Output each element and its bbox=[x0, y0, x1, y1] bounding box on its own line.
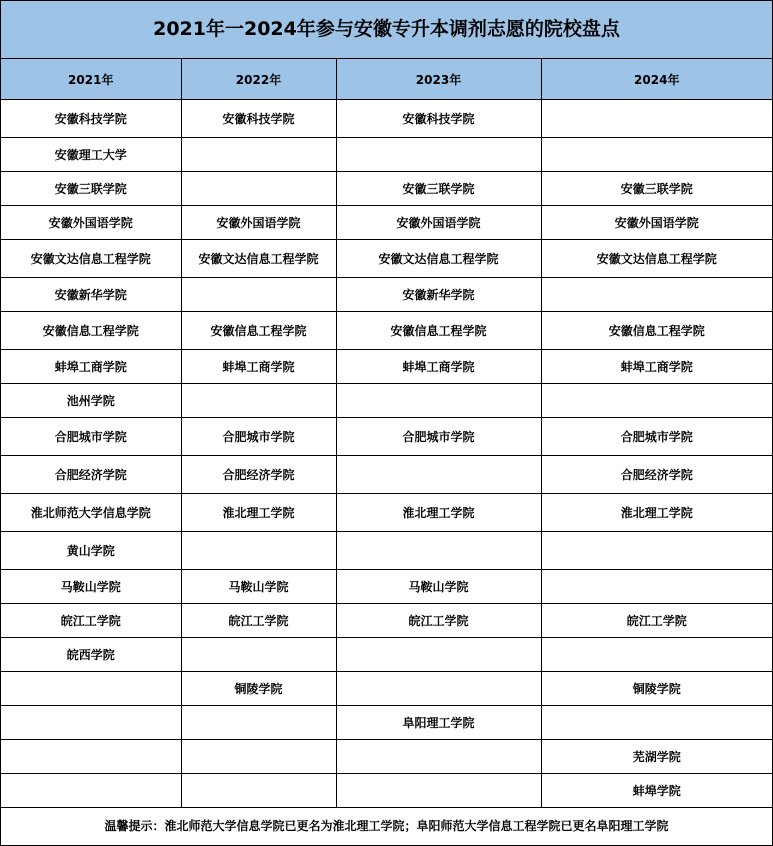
cell: 安徽文达信息工程学院 bbox=[336, 240, 541, 278]
cell: 安徽文达信息工程学院 bbox=[541, 240, 772, 278]
cell: 安徽三联学院 bbox=[1, 172, 181, 206]
cell: 安徽外国语学院 bbox=[181, 206, 336, 240]
header-2021: 2021年 bbox=[1, 59, 181, 100]
college-table bbox=[1, 59, 772, 808]
cell: 皖西学院 bbox=[1, 638, 181, 672]
cell: 芜湖学院 bbox=[541, 740, 772, 774]
cell bbox=[1, 740, 181, 774]
table-row bbox=[1, 172, 772, 206]
cell: 安徽文达信息工程学院 bbox=[181, 240, 336, 278]
table-row bbox=[1, 740, 772, 774]
cell: 淮北理工学院 bbox=[336, 494, 541, 532]
table-row bbox=[1, 456, 772, 494]
header-row bbox=[1, 59, 772, 100]
cell bbox=[181, 172, 336, 206]
cell bbox=[336, 672, 541, 706]
cell bbox=[181, 706, 336, 740]
table-row bbox=[1, 206, 772, 240]
cell bbox=[541, 706, 772, 740]
cell: 合肥经济学院 bbox=[541, 456, 772, 494]
cell: 铜陵学院 bbox=[181, 672, 336, 706]
cell: 安徽外国语学院 bbox=[1, 206, 181, 240]
cell: 黄山学院 bbox=[1, 532, 181, 570]
cell bbox=[181, 532, 336, 570]
cell: 马鞍山学院 bbox=[1, 570, 181, 604]
cell bbox=[181, 774, 336, 808]
cell bbox=[181, 740, 336, 774]
cell bbox=[336, 456, 541, 494]
cell: 皖江工学院 bbox=[1, 604, 181, 638]
cell bbox=[541, 384, 772, 418]
table-row bbox=[1, 418, 772, 456]
cell: 淮北师范大学信息学院 bbox=[1, 494, 181, 532]
cell: 安徽信息工程学院 bbox=[1, 312, 181, 350]
cell: 安徽信息工程学院 bbox=[541, 312, 772, 350]
header-2022: 2022年 bbox=[181, 59, 336, 100]
cell: 安徽文达信息工程学院 bbox=[1, 240, 181, 278]
cell bbox=[1, 774, 181, 808]
cell bbox=[336, 774, 541, 808]
cell bbox=[336, 740, 541, 774]
cell bbox=[336, 138, 541, 172]
cell: 蚌埠学院 bbox=[541, 774, 772, 808]
cell: 安徽外国语学院 bbox=[336, 206, 541, 240]
cell: 安徽信息工程学院 bbox=[336, 312, 541, 350]
cell bbox=[1, 706, 181, 740]
table-row bbox=[1, 604, 772, 638]
table-row bbox=[1, 570, 772, 604]
cell: 安徽理工大学 bbox=[1, 138, 181, 172]
cell: 蚌埠工商学院 bbox=[1, 350, 181, 384]
cell bbox=[336, 532, 541, 570]
cell: 铜陵学院 bbox=[541, 672, 772, 706]
cell: 池州学院 bbox=[1, 384, 181, 418]
table-row bbox=[1, 350, 772, 384]
cell bbox=[541, 532, 772, 570]
cell: 合肥经济学院 bbox=[181, 456, 336, 494]
header-2023: 2023年 bbox=[336, 59, 541, 100]
cell: 蚌埠工商学院 bbox=[181, 350, 336, 384]
cell: 蚌埠工商学院 bbox=[541, 350, 772, 384]
cell: 淮北理工学院 bbox=[181, 494, 336, 532]
cell: 淮北理工学院 bbox=[541, 494, 772, 532]
cell: 蚌埠工商学院 bbox=[336, 350, 541, 384]
table-row bbox=[1, 774, 772, 808]
cell: 皖江工学院 bbox=[181, 604, 336, 638]
cell: 安徽新华学院 bbox=[1, 278, 181, 312]
footnote: 温馨提示：淮北师范大学信息学院已更名为淮北理工学院；阜阳师范大学信息工程学院已更名阜阳理工学院 bbox=[104, 819, 669, 833]
cell bbox=[181, 638, 336, 672]
cell: 合肥城市学院 bbox=[181, 418, 336, 456]
cell: 安徽新华学院 bbox=[336, 278, 541, 312]
cell bbox=[541, 100, 772, 138]
cell: 合肥城市学院 bbox=[541, 418, 772, 456]
cell: 安徽科技学院 bbox=[1, 100, 181, 138]
cell: 合肥城市学院 bbox=[1, 418, 181, 456]
cell bbox=[181, 138, 336, 172]
cell bbox=[541, 278, 772, 312]
cell: 阜阳理工学院 bbox=[336, 706, 541, 740]
table-row bbox=[1, 672, 772, 706]
header-2024: 2024年 bbox=[541, 59, 772, 100]
page-title: 2021年一2024年参与安徽专升本调剂志愿的院校盘点 bbox=[1, 1, 772, 59]
cell: 安徽三联学院 bbox=[336, 172, 541, 206]
cell: 合肥经济学院 bbox=[1, 456, 181, 494]
cell bbox=[336, 384, 541, 418]
cell: 皖江工学院 bbox=[541, 604, 772, 638]
cell bbox=[1, 672, 181, 706]
cell: 合肥城市学院 bbox=[336, 418, 541, 456]
table-row bbox=[1, 138, 772, 172]
table-row bbox=[1, 240, 772, 278]
cell: 皖江工学院 bbox=[336, 604, 541, 638]
table-row bbox=[1, 100, 772, 138]
cell bbox=[336, 638, 541, 672]
cell: 马鞍山学院 bbox=[336, 570, 541, 604]
cell bbox=[541, 570, 772, 604]
table-row bbox=[1, 384, 772, 418]
cell bbox=[541, 638, 772, 672]
cell: 安徽三联学院 bbox=[541, 172, 772, 206]
table-row bbox=[1, 638, 772, 672]
table-row bbox=[1, 532, 772, 570]
cell: 安徽科技学院 bbox=[181, 100, 336, 138]
table-row bbox=[1, 278, 772, 312]
table-row bbox=[1, 312, 772, 350]
cell bbox=[181, 384, 336, 418]
cell: 安徽信息工程学院 bbox=[181, 312, 336, 350]
cell: 安徽外国语学院 bbox=[541, 206, 772, 240]
table-row bbox=[1, 494, 772, 532]
table-row bbox=[1, 706, 772, 740]
cell bbox=[541, 138, 772, 172]
cell: 安徽科技学院 bbox=[336, 100, 541, 138]
cell bbox=[181, 278, 336, 312]
cell: 马鞍山学院 bbox=[181, 570, 336, 604]
